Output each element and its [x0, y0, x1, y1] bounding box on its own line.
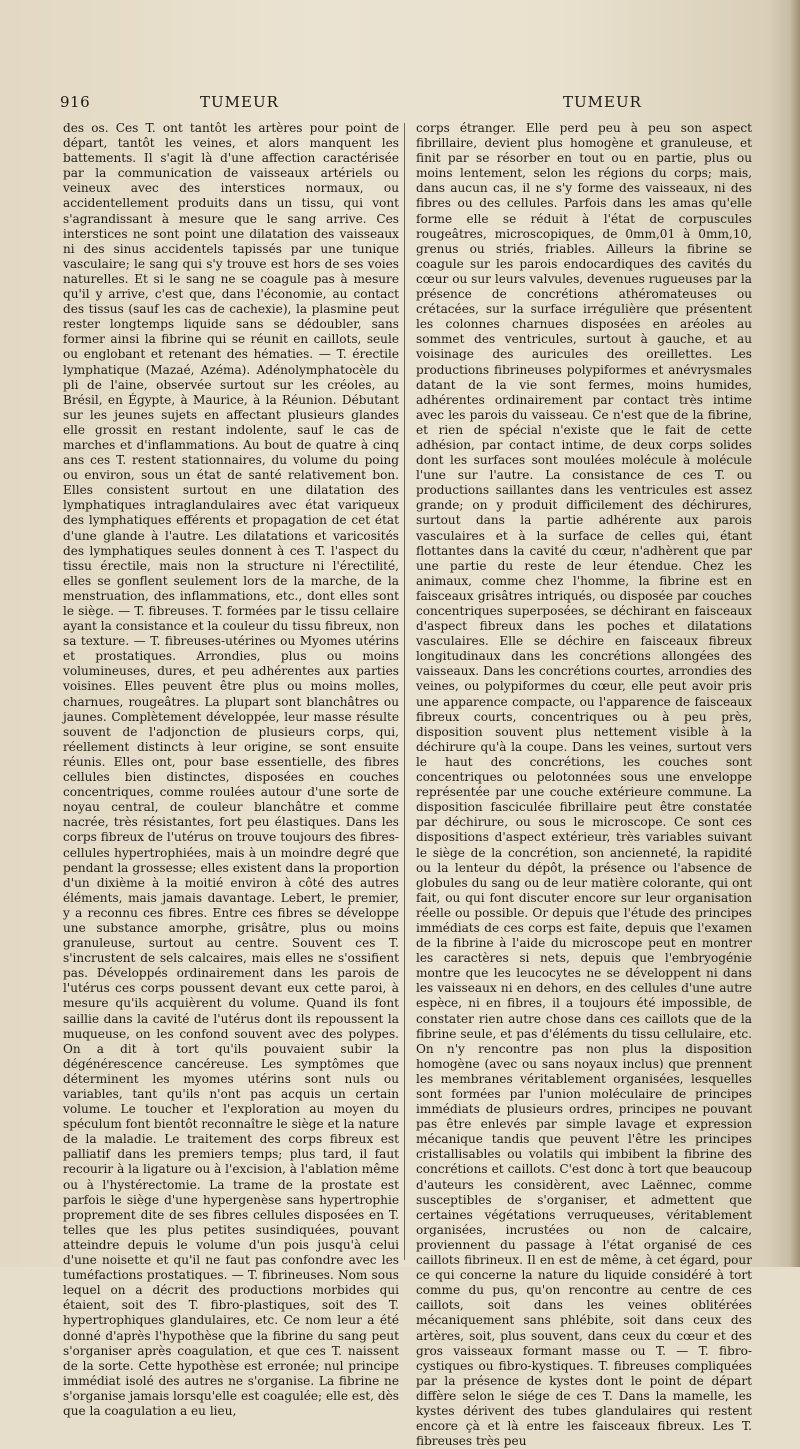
left-column-text: des os. Ces T. ont tantôt les artères pour point de départ, tantôt les veines, et alors manquent les battements. Il s'agit là d'une affection caractérisée par la communication de vaisseaux artériels ou veineux avec des interstices normaux, ou accidentellement produits dans un tissu, qui vont s'agrandissant à mesure que le sang arrive. Ces interstices ne sont point une dilatation des vaisseaux ni des sinus accidentels tapissés par une tunique vasculaire; le sang qui s'y trouve est hors de ses voies naturelles. Et si le sang ne se coagule pas à mesure qu'il y arrive, c'est que, dans l'économie, au contact des tissus (sauf les cas de cachexie), la plasmine peut rester longtemps liquide sans se dédoubler, sans former ainsi la fibrine qui se réunit en caillots, seule ou englobant et retenant des hématies. — T. érectile lymphatique (Mazaé, Azéma). Adénolymphatocèle du pli de l'aine, observée surtout sur les créoles, au Brésil, en Égypte, à Maurice, à la Réunion. Débutant sur les jeunes sujets en affectant plusieurs glandes elle grossit en restant indolente, sauf le cas de marches et d'inflammations. Au bout de quatre à cinq ans ces T. restent stationnaires, du volume du poing ou environ, sous un état de santé relativement bon. Elles consistent surtout en une dilatation des lymphatiques intraglandulaires avec état variqueux des lymphatiques efférents et propagation de cet état d'une glande à l'autre. Les dilatations et varicosités des lymphatiques seules donnent à ces T. l'aspect du tissu érectile, mais non la structure ni l'érectilité, elles se gonflent seulement lors de la marche, de la menstruation, des inflammations, etc., dont elles sont le siège. — T. fibreuses. T. formées par le tissu cellaire ayant la consistance et la couleur du tissu fibreux, non sa texture. — T. fibreuses-utérines ou Myomes utérins et prostatiques. Arrondies, plus ou moins volumineuses, dures, et peu adhérentes aux parties voisines. Elles peuvent être plus ou moins molles, charnues, rougeâtres. La plupart sont blanchâtres ou jaunes. Complètement développée, leur masse résulte souvent de l'adjonction de plusieurs corps, qui, réellement distincts à leur origine, se sont ensuite réunis. Elles ont, pour base essentielle, des fibres cellules bien distinctes, disposées en couches concentriques, comme roulées autour d'une sorte de noyau central, de couleur blanchâtre et comme nacrée, très résistantes, fort peu élastiques. Dans les corps fibreux de l'utérus on trouve toujours des fibres-cellules hypertrophiées, mais à un moindre degré que pendant la grossesse; elles existent dans la proportion d'un dixième à la moitié environ à côté des autres éléments, mais jamais davantage. Lebert, le premier, y a reconnu ces fibres. Entre ces fibres se développe une substance amorphe, grisâtre, plus ou moins granuleuse, surtout au centre. Souvent ces T. s'incrustent de sels calcaires, mais elles ne s'ossifient pas. Développés ordinairement dans les parois de l'utérus ces corps poussent devant eux cette paroi, à mesure qu'ils acquièrent du volume. Quand ils font saillie dans la cavité de l'utérus dont ils repoussent la muqueuse, on les confond souvent avec des polypes. On a dit à tort qu'ils pouvaient subir la dégénérescence cancéreuse. Les symptômes que déterminent les myomes utérins sont nuls ou variables, tant qu'ils n'ont pas acquis un certain volume. Le toucher et l'exploration au moyen du spéculum font bientôt reconnaître le siège et la nature de la maladie. Le traitement des corps fibreux est palliatif dans les premiers temps; plus tard, il faut recourir à la ligature ou à l'excision, à l'ablation même ou à l'hystérectomie. La trame de la prostate est parfois le siège d'une hypergenèse sans hypertrophie proprement dite de ses fibres cellules disposées en T. telles que les plus petites susindiquées, pouvant atteindre depuis le volume d'un pois jusqu'à celui d'une noisette et qu'il ne faut pas confondre avec les tuméfactions prostatiques. — T. fibrineuses. Nom sous lequel on a décrit des productions morbides qui étaient, soit des T. fibro-plastiques, soit des T. hypertrophiques glandulaires, etc. Ce nom leur a été donné d'après l'hypothèse que la fibrine du sang peut s'organiser après coagulation, et que ces T. naissent de la sorte. Cette hypothèse est erronée; nul principe immédiat isolé des autres ne s'organise. La fibrine ne s'organise jamais lorsqu'elle est coagulée; elle est, dès que la coagulation a eu lieu, [63, 121, 399, 1418]
left-column [63, 121, 399, 1419]
right-running-head: TUMEUR [563, 93, 642, 111]
page-number: 916 [60, 93, 91, 111]
page-edge-shadow [790, 0, 800, 1267]
right-column [416, 121, 752, 1449]
page-header [0, 93, 800, 115]
right-column-text: corps étranger. Elle perd peu à peu son aspect fibrillaire, devient plus homogène et granuleuse, et finit par se résorber en tout ou en partie, plus ou moins lentement, selon les régions du corps; mais, dans aucun cas, il ne s'y forme des vaisseaux, ni des fibres ou des cellules. Parfois dans les amas qu'elle forme elle se réduit à l'état de corpuscules rougeâtres, microscopiques, de 0mm,01 à 0mm,10, grenus ou striés, friables. Ailleurs la fibrine se coagule sur les parois endocardiques des cavités du cœur ou sur leurs valvules, devenues rugueuses par la présence de concrétions athéromateuses ou crétacées, sur la surface irrégulière que présentent les colonnes charnues disposées en aréoles au sommet des ventricules, surtout à gauche, et au voisinage des auricules des oreillettes. Les productions fibrineuses polypiformes et anévrysmales datant de la vie sont fermes, moins humides, adhérentes ordinairement par contact très intime avec les parois du vaisseau. Ce n'est que de la fibrine, et rien de spécial n'existe que le fait de cette adhésion, par contact intime, de deux corps solides dont les surfaces sont moulées molécule à molécule l'une sur l'autre. La consistance de ces T. ou productions saillantes dans les ventricules est assez grande; on y produit difficilement des déchirures, surtout dans la partie adhérente aux parois vasculaires et à la surface de celles qui, étant flottantes dans la cavité du cœur, n'adhèrent que par une partie du reste de leur étendue. Chez les animaux, comme chez l'homme, la fibrine est en faisceaux grisâtres intriqués, ou disposée par couches concentriques superposées, se déchirant en faisceaux d'aspect fibreux dans les poches et dilatations vasculaires. Elle se déchire en faisceaux fibreux longitudinaux dans les concrétions allongées des vaisseaux. Dans les concrétions courtes, arrondies des veines, ou polypiformes du cœur, elle peut avoir pris une apparence compacte, ou l'apparence de faisceaux fibreux courts, concentriques ou à peu près, disposition souvent plus nettement visible à la déchirure qu'à la coupe. Dans les veines, surtout vers le haut des concrétions, les couches sont concentriques ou pelotonnées sous une enveloppe représentée par une couche extérieure commune. La disposition fasciculée fibrillaire peut être constatée par déchirure, ou sous le microscope. Ce sont ces dispositions d'aspect extérieur, très variables suivant le siège de la concrétion, son ancienneté, la rapidité ou la lenteur du dépôt, la présence ou l'absence de globules du sang ou de leur matière colorante, qui ont fait, ou qui font discuter encore sur leur organisation réelle ou possible. Or depuis que l'étude des principes immédiats de ces corps est faite, depuis que l'examen de la fibrine à l'aide du microscope peut en montrer les caractères si nets, depuis que l'embryogénie montre que les leucocytes ne se développent ni dans les vaisseaux ni en dehors, en des cellules d'une autre espèce, ni en fibres, il a toujours été impossible, de constater rien autre chose dans ces caillots que de la fibrine seule, et pas d'éléments du tissu cellulaire, etc. On n'y rencontre pas non plus la disposition homogène (avec ou sans noyaux inclus) que prennent les membranes véritablement organisées, lesquelles sont formées par l'union moléculaire de principes immédiats de plusieurs ordres, principes ne pouvant pas être enlevés par simple lavage et expression mécanique tandis que peuvent l'être les principes cristallisables ou volatils qui imbibent la fibrine des concrétions et caillots. C'est donc à tort que beaucoup d'auteurs les considèrent, avec Laënnec, comme susceptibles de s'organiser, et admettent que certaines végétations verruqueuses, véritablement organisées, incrustées ou non de calcaire, proviennent du passage à l'état organisé de ces caillots fibrineux. Il en est de même, à cet égard, pour ce qui concerne la nature du liquide considéré à tort comme du pus, qu'on rencontre au centre de ces caillots, soit dans les veines oblitérées mécaniquement sans phlébite, soit dans ceux des artères, soit, plus souvent, dans ceux du cœur et des gros vaisseaux formant masse ou T. — T. fibro-cystiques ou fibro-kystiques. T. fibreuses compliquées par la présence de kystes dont le point de départ diffère selon le siége de ces T. Dans la mamelle, les kystes dérivent des tubes glandulaires qui restent encore çà et là entre les faisceaux fibreux. Les T. fibreuses très peu [416, 121, 752, 1449]
column-divider [404, 123, 405, 1260]
left-running-head: TUMEUR [200, 93, 279, 111]
